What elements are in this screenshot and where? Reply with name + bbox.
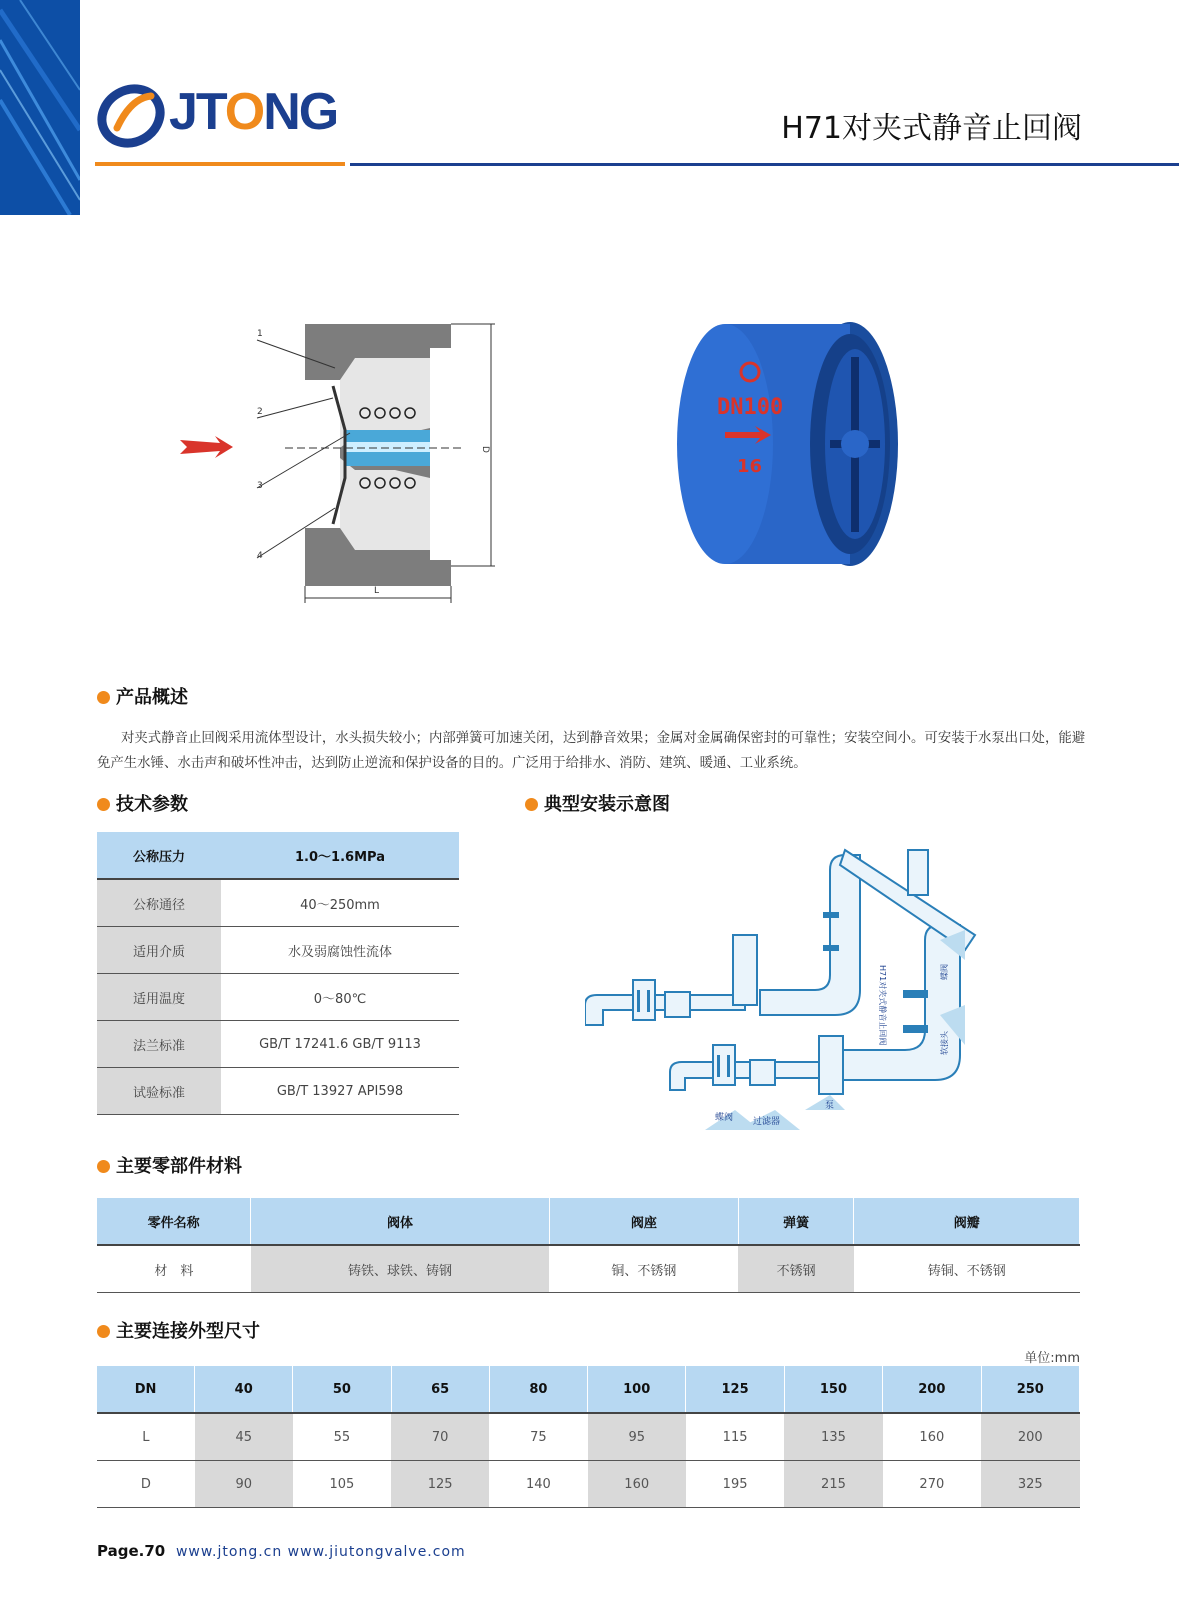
corner-decoration bbox=[0, 0, 80, 215]
tech-params-heading: 技术参数 bbox=[97, 790, 188, 816]
dimensions-table bbox=[97, 1366, 1080, 1508]
header-cell: 阀瓣 bbox=[854, 1198, 1080, 1245]
page-title: H71对夹式静音止回阀 bbox=[781, 111, 1082, 146]
param-key: 法兰标准 bbox=[97, 1021, 221, 1068]
header-cell: 50 bbox=[293, 1366, 391, 1413]
table-row bbox=[97, 1461, 1080, 1508]
table-cell: 270 bbox=[883, 1461, 981, 1508]
table-row bbox=[97, 1068, 459, 1115]
param-value: 40～250mm bbox=[221, 879, 459, 927]
callout-1: 1 bbox=[257, 329, 263, 339]
bullet-dot-icon bbox=[525, 798, 538, 811]
header-cell: 80 bbox=[489, 1366, 587, 1413]
table-cell: 125 bbox=[391, 1461, 489, 1508]
bullet-dot-icon bbox=[97, 1160, 110, 1173]
table-cell: 材 料 bbox=[97, 1245, 251, 1293]
marking-pressure: 16 bbox=[737, 456, 763, 477]
table-cell: 90 bbox=[195, 1461, 293, 1508]
table-row bbox=[97, 832, 459, 879]
label-pump: 泵 bbox=[825, 1101, 835, 1111]
install-heading: 典型安装示意图 bbox=[525, 790, 670, 816]
table-row bbox=[97, 927, 459, 974]
materials-table bbox=[97, 1198, 1080, 1293]
table-row bbox=[97, 1198, 1080, 1245]
brand-logo bbox=[95, 78, 355, 153]
overview-text: 对夹式静音止回阀采用流体型设计，水头损失较小；内部弹簧可加速关闭，达到静音效果；金属对金属确保密封的可靠性；安装空间小。可安装于水泵出口处，能避免产生水锤、水击声和破坏性冲击，达到防止逆流和保护设备的目的。广泛用于给排水、消防、建筑、暖通、工业系统。 bbox=[97, 731, 1086, 771]
header-cell: 40 bbox=[195, 1366, 293, 1413]
header-cell: 弹簧 bbox=[738, 1198, 854, 1245]
param-key: 试验标准 bbox=[97, 1068, 221, 1115]
param-key: 公称通径 bbox=[97, 879, 221, 927]
callout-4: 4 bbox=[257, 551, 263, 561]
table-cell: 75 bbox=[489, 1413, 587, 1461]
label-gate: 蝶阀 bbox=[940, 964, 949, 980]
table-cell: 115 bbox=[686, 1413, 784, 1461]
table-cell: 不锈钢 bbox=[738, 1245, 854, 1293]
header-cell: 零件名称 bbox=[97, 1198, 251, 1245]
page-number: Page.70 bbox=[97, 1542, 166, 1560]
marking-size: DN100 bbox=[717, 395, 784, 420]
param-value: 0～80℃ bbox=[221, 974, 459, 1021]
param-key: 适用介质 bbox=[97, 927, 221, 974]
tech-params-table bbox=[97, 832, 459, 1115]
valve-section-diagram bbox=[175, 318, 515, 618]
callout-2: 2 bbox=[257, 407, 263, 417]
table-cell: 325 bbox=[981, 1461, 1079, 1508]
materials-heading: 主要零部件材料 bbox=[97, 1152, 242, 1178]
table-cell: D bbox=[97, 1461, 195, 1508]
table-cell: 200 bbox=[981, 1413, 1079, 1461]
param-key: 公称压力 bbox=[97, 832, 221, 879]
table-cell: 215 bbox=[784, 1461, 882, 1508]
bullet-dot-icon bbox=[97, 1325, 110, 1338]
label-filter: 过滤器 bbox=[753, 1117, 781, 1127]
param-value: GB/T 17241.6 GB/T 9113 bbox=[221, 1021, 459, 1068]
footer-urls: www.jtong.cn www.jiutongvalve.com bbox=[175, 1544, 466, 1560]
table-cell: 铸铁、球铁、铸钢 bbox=[251, 1245, 550, 1293]
table-cell: 45 bbox=[195, 1413, 293, 1461]
header-rule bbox=[350, 163, 1179, 166]
dim-l-label: L bbox=[374, 586, 380, 596]
table-row bbox=[97, 974, 459, 1021]
table-row bbox=[97, 879, 459, 927]
header-cell: 200 bbox=[883, 1366, 981, 1413]
table-row bbox=[97, 1021, 459, 1068]
overview-heading: 产品概述 bbox=[97, 683, 188, 709]
table-cell: 135 bbox=[784, 1413, 882, 1461]
table-cell: 195 bbox=[686, 1461, 784, 1508]
label-soft-joint: 软接头 bbox=[940, 1031, 949, 1055]
unit-label: 单位:mm bbox=[1024, 1351, 1080, 1366]
table-cell: 105 bbox=[293, 1461, 391, 1508]
header-cell: DN bbox=[97, 1366, 195, 1413]
header-cell: 150 bbox=[784, 1366, 882, 1413]
table-cell: 160 bbox=[588, 1461, 686, 1508]
table-cell: L bbox=[97, 1413, 195, 1461]
table-cell: 160 bbox=[883, 1413, 981, 1461]
table-cell: 铸铜、不锈钢 bbox=[854, 1245, 1080, 1293]
table-cell: 70 bbox=[391, 1413, 489, 1461]
dim-d-label: D bbox=[480, 446, 490, 453]
dimensions-heading: 主要连接外型尺寸 bbox=[97, 1317, 260, 1343]
logo-underline bbox=[95, 162, 345, 166]
header-cell: 125 bbox=[686, 1366, 784, 1413]
page-footer bbox=[97, 1542, 466, 1560]
logo-wordmark: JTONG bbox=[169, 83, 338, 141]
label-butterfly: 蝶阀 bbox=[715, 1113, 734, 1123]
table-cell: 95 bbox=[588, 1413, 686, 1461]
installation-diagram bbox=[585, 840, 1015, 1150]
table-row bbox=[97, 1366, 1080, 1413]
logo-mark-icon bbox=[95, 78, 167, 150]
param-value: 水及弱腐蚀性流体 bbox=[221, 927, 459, 974]
header-cell: 阀体 bbox=[251, 1198, 550, 1245]
param-value: 1.0～1.6MPa bbox=[221, 832, 459, 879]
table-row bbox=[97, 1413, 1080, 1461]
header-cell: 250 bbox=[981, 1366, 1079, 1413]
callout-3: 3 bbox=[257, 481, 263, 491]
table-cell: 55 bbox=[293, 1413, 391, 1461]
table-cell: 铜、不锈钢 bbox=[549, 1245, 738, 1293]
product-photo bbox=[675, 322, 905, 577]
table-cell: 140 bbox=[489, 1461, 587, 1508]
bullet-dot-icon bbox=[97, 691, 110, 704]
param-key: 适用温度 bbox=[97, 974, 221, 1021]
label-valve: H71对夹式静音止回阀 bbox=[878, 965, 887, 1046]
header-cell: 65 bbox=[391, 1366, 489, 1413]
table-row bbox=[97, 1245, 1080, 1293]
header-cell: 阀座 bbox=[549, 1198, 738, 1245]
bullet-dot-icon bbox=[97, 798, 110, 811]
param-value: GB/T 13927 API598 bbox=[221, 1068, 459, 1115]
header-cell: 100 bbox=[588, 1366, 686, 1413]
